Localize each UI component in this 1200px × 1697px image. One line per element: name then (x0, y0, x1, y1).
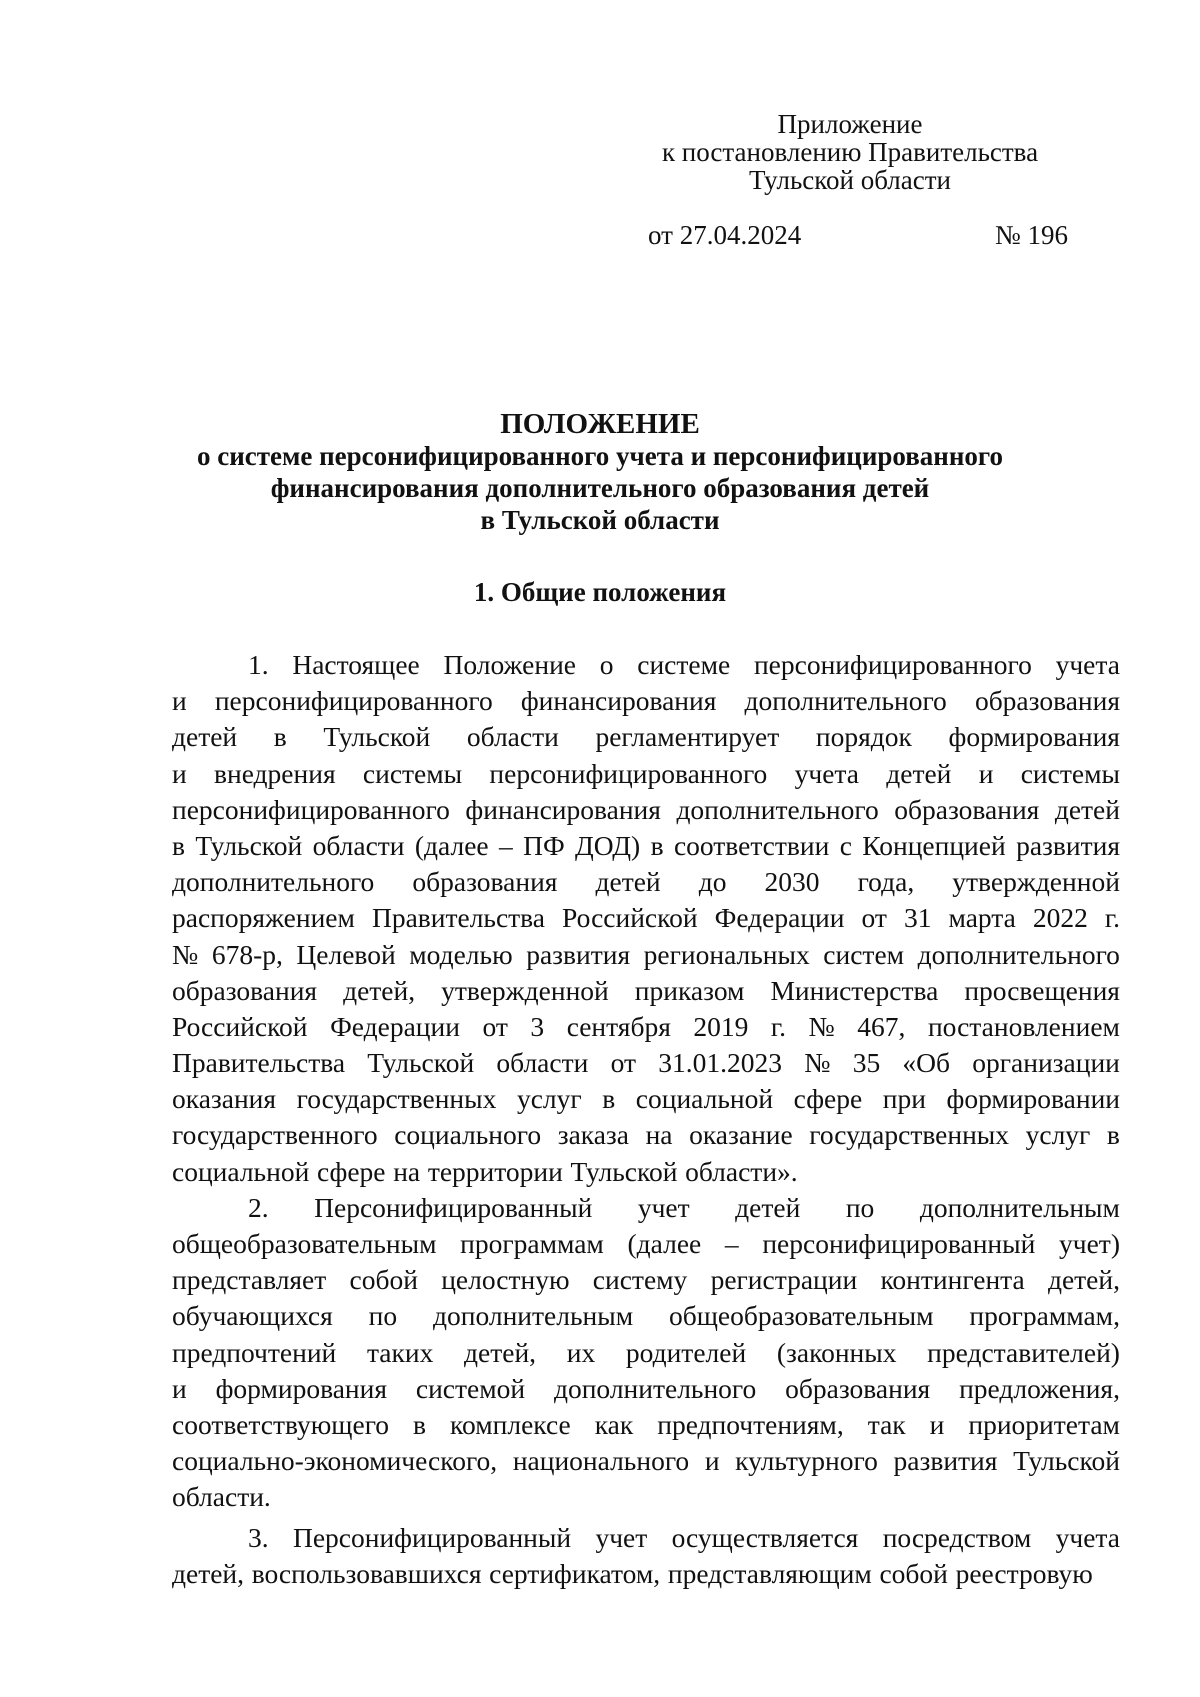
paragraph-line: области. (172, 1481, 271, 1513)
paragraph-line: № 678-р, Целевой моделью развития региональных систем дополнительного (172, 938, 1120, 970)
appendix-line: Тульской области (749, 165, 951, 195)
paragraph-line: 2. Персонифицированный учет детей по дополнительным (248, 1191, 1120, 1223)
paragraph-line: государственного социального заказа на оказание государственных услуг в (172, 1119, 1120, 1151)
paragraph-line: дополнительного образования детей до 2030 года, утвержденной (172, 866, 1120, 898)
paragraph-line: персонифицированного финансирования дополнительного образования детей (172, 793, 1120, 825)
paragraph-line: оказания государственных услуг в социальной сфере при формировании (172, 1083, 1120, 1115)
paragraph-line: и внедрения системы персонифицированного учета детей и системы (172, 757, 1120, 789)
resolution-date: от 27.04.2024 (648, 220, 802, 250)
paragraph-line: общеобразовательным программам (далее – персонифицированный учет) (172, 1228, 1120, 1259)
paragraph-line: представляет собой целостную систему регистрации контингента детей, (172, 1264, 1120, 1296)
paragraph-line: детей в Тульской области регламентирует порядок формирования (172, 721, 1120, 753)
resolution-number: № 196 (994, 220, 1068, 250)
paragraph-line: социально-экономического, национального и культурного развития Тульской (172, 1445, 1120, 1477)
title-line: в Тульской области (480, 505, 720, 535)
paragraph (172, 1190, 1120, 1516)
appendix-header (630, 110, 1070, 194)
title-line: о системе персонифицированного учета и персонифицированного (196, 441, 1004, 471)
paragraph (172, 647, 1120, 1190)
paragraph-line: и формирования системой дополнительного образования предложения, (172, 1372, 1120, 1404)
paragraph-line: детей, воспользовавшихся сертификатом, представляющим собой реестровую (172, 1557, 1093, 1589)
paragraph-line: обучающихся по дополнительным общеобразовательным программам, (172, 1300, 1120, 1332)
appendix-line: к постановлению Правительства (661, 137, 1039, 167)
paragraph-line: 3. Персонифицированный учет осуществляется посредством учета (248, 1521, 1120, 1553)
paragraph-line: образования детей, утвержденной приказом Министерства просвещения (172, 974, 1120, 1006)
paragraph (172, 1520, 1120, 1592)
paragraph-line: соответствующего в комплексе как предпочтениям, так и приоритетам (172, 1408, 1120, 1440)
paragraph-line: Российской Федерации от 3 сентября 2019 г. № 467, постановлением (172, 1010, 1120, 1042)
paragraph-line: и персонифицированного финансирования дополнительного образования (172, 685, 1120, 717)
title-main: ПОЛОЖЕНИЕ (500, 408, 700, 440)
paragraph-line: предпочтений таких детей, их родителей (законных представителей) (172, 1336, 1120, 1368)
document-title (150, 408, 1050, 536)
paragraph-line: 1. Настоящее Положение о системе персонифицированного учета (248, 649, 1120, 680)
resolution-date-number (648, 220, 1068, 250)
paragraph-line: Правительства Тульской области от 31.01.2023 № 35 «Об организации (172, 1047, 1120, 1079)
paragraph-line: социальной сфере на территории Тульской области». (172, 1155, 798, 1187)
title-line: финансирования дополнительного образования детей (270, 473, 930, 503)
document-body (172, 647, 1120, 1592)
paragraph-line: в Тульской области (далее – ПФ ДОД) в соответствии с Концепцией развития (172, 829, 1120, 861)
section-heading: 1. Общие положения (473, 577, 727, 607)
appendix-line: Приложение (777, 109, 923, 139)
paragraph-line: распоряжением Правительства Российской Федерации от 31 марта 2022 г. (172, 902, 1120, 934)
